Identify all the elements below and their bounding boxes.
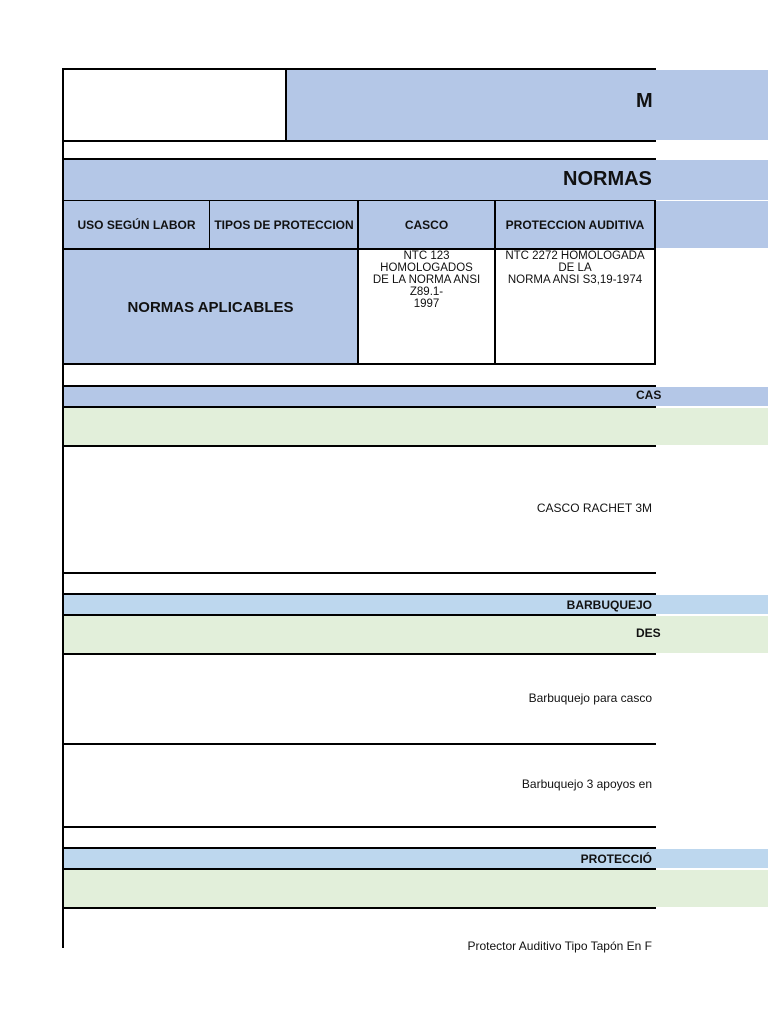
barbuquejo-section-title: BARBUQUEJO [566,597,652,612]
casco-section-header [64,387,768,406]
normas-aplicables-label: NORMAS APLICABLES [64,250,357,364]
casco-subheader [64,408,768,445]
normas-bottom-border [62,363,656,365]
normas-title-cell [64,160,768,200]
auditiva-norm: NTC 2272 HOMOLOGADA DE LA NORMA ANSI S3,19-1974 [505,250,645,286]
casco-norm: NTC 123 HOMOLOGADOS DE LA NORMA ANSI Z89.1- 1997 [372,250,481,310]
column-header-tipos: TIPOS DE PROTECCION [214,217,354,232]
logo-cell [64,70,285,140]
proteccion-section-title: PROTECCIÓ [580,851,652,866]
barbuquejo-item-2: Barbuquejo 3 apoyos en [521,777,652,791]
barbuquejo-item-bottom [62,826,656,828]
column-header-auditiva: PROTECCION AUDITIVA [505,217,645,232]
casco-item: CASCO RACHET 3M [536,501,652,515]
document-title-cell [287,70,768,140]
column-header-casco: CASCO [404,217,449,232]
proteccion-subheader [64,870,768,907]
barbuquejo-item-divider [62,743,656,745]
casco-subheader-bottom [62,445,656,447]
column-header-uso: USO SEGÚN LABOR [77,217,196,232]
barbuquejo-subheader-title: DES [636,626,661,640]
normas-title: NORMAS [563,168,652,190]
document-title: M [636,90,653,112]
casco-item-bottom [62,572,656,574]
col-divider [654,201,656,365]
casco-section-title: CAS [636,388,662,402]
header-bottom-border [62,140,656,142]
barbuquejo-subheader-bottom [62,653,656,655]
barbuquejo-subheader [64,616,768,653]
barbuquejo-item-1: Barbuquejo para casco [528,691,652,705]
proteccion-subheader-bottom [62,907,656,909]
proteccion-item: Protector Auditivo Tipo Tapón En F [467,939,652,953]
